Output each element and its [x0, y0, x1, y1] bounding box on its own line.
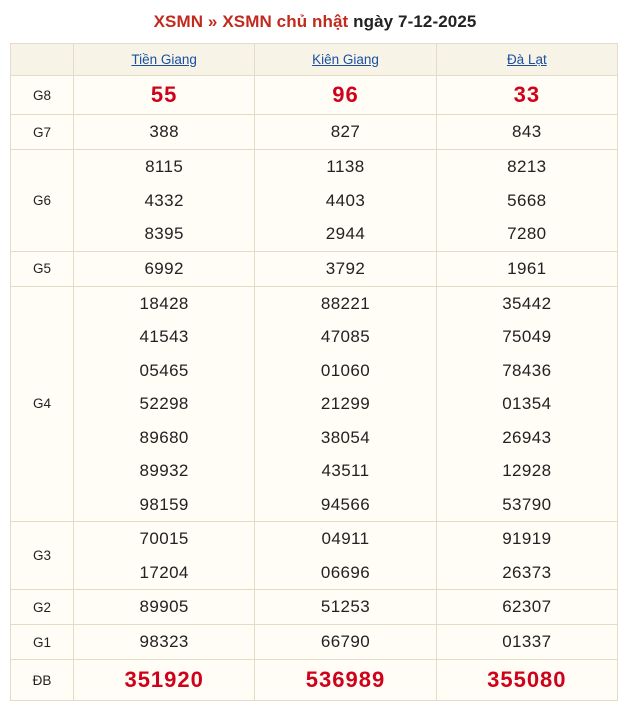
number: 35442 [502, 293, 552, 313]
prize-label-g8: G8 [11, 76, 74, 115]
number: 26373 [502, 562, 552, 582]
prize-cell-g2-tien-giang [74, 590, 255, 625]
prize-cell-g8-kien-giang [255, 76, 436, 115]
prize-label-g1: G1 [11, 625, 74, 660]
province-link-kien-giang[interactable]: Kiên Giang [312, 51, 379, 67]
number: 88221 [320, 293, 371, 313]
column-header-province-2 [255, 44, 436, 76]
number: 21299 [320, 394, 371, 413]
number: 4332 [144, 190, 184, 210]
number: 98323 [139, 632, 189, 651]
number: 55 [150, 82, 178, 107]
number: 1138 [326, 157, 365, 176]
number: 94566 [320, 494, 371, 514]
number: 7280 [507, 224, 547, 243]
number: 06696 [320, 562, 371, 582]
number: 78436 [502, 360, 552, 380]
number: 536989 [305, 667, 386, 692]
number: 47085 [320, 327, 371, 346]
number: 51253 [320, 597, 371, 616]
prize-label-g2: G2 [11, 590, 74, 625]
table-row [11, 115, 618, 150]
number: 62307 [502, 597, 552, 616]
table-row [11, 590, 618, 625]
number: 70015 [139, 529, 189, 548]
number: 01337 [502, 632, 552, 651]
number: 8395 [144, 224, 184, 243]
title-prefix: XSMN [153, 12, 204, 31]
number: 91919 [502, 529, 552, 548]
number: 98159 [139, 494, 189, 514]
number: 8115 [145, 157, 184, 176]
prize-cell-g1-tien-giang [74, 625, 255, 660]
table-row [11, 625, 618, 660]
table-corner-cell [11, 44, 74, 76]
table-head [11, 44, 618, 76]
prize-cell-g7-kien-giang [255, 115, 436, 150]
number: 41543 [139, 327, 189, 346]
prize-cell-g2-kien-giang [255, 590, 436, 625]
prize-label-g7: G7 [11, 115, 74, 150]
prize-cell-g7-da-lat [436, 115, 617, 150]
title-date: ngày 7-12-2025 [353, 12, 477, 31]
number: 04911 [321, 529, 370, 548]
number: 4403 [325, 190, 366, 210]
prize-label-db: ĐB [11, 660, 74, 701]
table-row [11, 150, 618, 252]
prize-cell-g4-da-lat [436, 286, 617, 522]
prize-cell-g6-da-lat [436, 150, 617, 252]
number: 53790 [502, 494, 552, 514]
number: 388 [149, 122, 179, 141]
prize-cell-g5-da-lat [436, 251, 617, 286]
prize-cell-g7-tien-giang [74, 115, 255, 150]
number: 89905 [139, 597, 189, 616]
prize-cell-g1-kien-giang [255, 625, 436, 660]
prize-label-g6: G6 [11, 150, 74, 252]
prize-cell-g3-da-lat [436, 522, 617, 590]
title-separator: » [207, 12, 218, 31]
number: 5668 [507, 190, 547, 210]
number: 1961 [507, 258, 547, 278]
number: 66790 [320, 632, 371, 651]
table-row [11, 286, 618, 522]
number: 351920 [124, 667, 204, 692]
number: 12928 [502, 461, 552, 480]
prize-label-g4: G4 [11, 286, 74, 522]
number: 89680 [139, 427, 189, 447]
prize-cell-g3-tien-giang [74, 522, 255, 590]
prize-cell-db-kien-giang [255, 660, 436, 701]
prize-cell-g8-da-lat [436, 76, 617, 115]
prize-label-g3: G3 [11, 522, 74, 590]
prize-cell-g6-kien-giang [255, 150, 436, 252]
title-region: XSMN chủ nhật [222, 12, 349, 31]
number: 843 [512, 122, 542, 141]
prize-cell-g8-tien-giang [74, 76, 255, 115]
number: 827 [330, 122, 361, 141]
column-header-province-1 [74, 44, 255, 76]
number: 75049 [502, 327, 552, 346]
number: 26943 [502, 427, 552, 447]
number: 05465 [139, 360, 189, 380]
number: 01354 [502, 394, 552, 413]
number: 33 [513, 82, 541, 107]
number: 89932 [139, 461, 189, 480]
number: 8213 [507, 157, 547, 176]
prize-label-g5: G5 [11, 251, 74, 286]
province-link-da-lat[interactable]: Đà Lạt [506, 51, 547, 67]
table-row [11, 76, 618, 115]
table-row [11, 660, 618, 701]
prize-cell-g1-da-lat [436, 625, 617, 660]
number: 52298 [139, 394, 189, 413]
results-table [10, 43, 618, 701]
number: 43511 [321, 461, 370, 480]
prize-cell-g5-kien-giang [255, 251, 436, 286]
prize-cell-g3-kien-giang [255, 522, 436, 590]
number: 96 [332, 82, 359, 107]
table-body [11, 76, 618, 701]
prize-cell-g4-tien-giang [74, 286, 255, 522]
number: 38054 [320, 427, 371, 447]
column-header-province-3 [436, 44, 617, 76]
prize-cell-g2-da-lat [436, 590, 617, 625]
page-title [0, 0, 630, 43]
number: 355080 [487, 667, 567, 692]
table-row [11, 251, 618, 286]
number: 17204 [139, 562, 189, 582]
prize-cell-g6-tien-giang [74, 150, 255, 252]
number: 18428 [139, 293, 189, 313]
prize-cell-g5-tien-giang [74, 251, 255, 286]
table-row [11, 522, 618, 590]
prize-cell-g4-kien-giang [255, 286, 436, 522]
province-link-tien-giang[interactable]: Tiền Giang [131, 51, 197, 67]
number: 01060 [320, 360, 371, 380]
table-header-row [11, 44, 618, 76]
number: 2944 [325, 224, 366, 243]
number: 6992 [144, 258, 184, 278]
prize-cell-db-tien-giang [74, 660, 255, 701]
prize-cell-db-da-lat [436, 660, 617, 701]
number: 3792 [325, 258, 366, 278]
